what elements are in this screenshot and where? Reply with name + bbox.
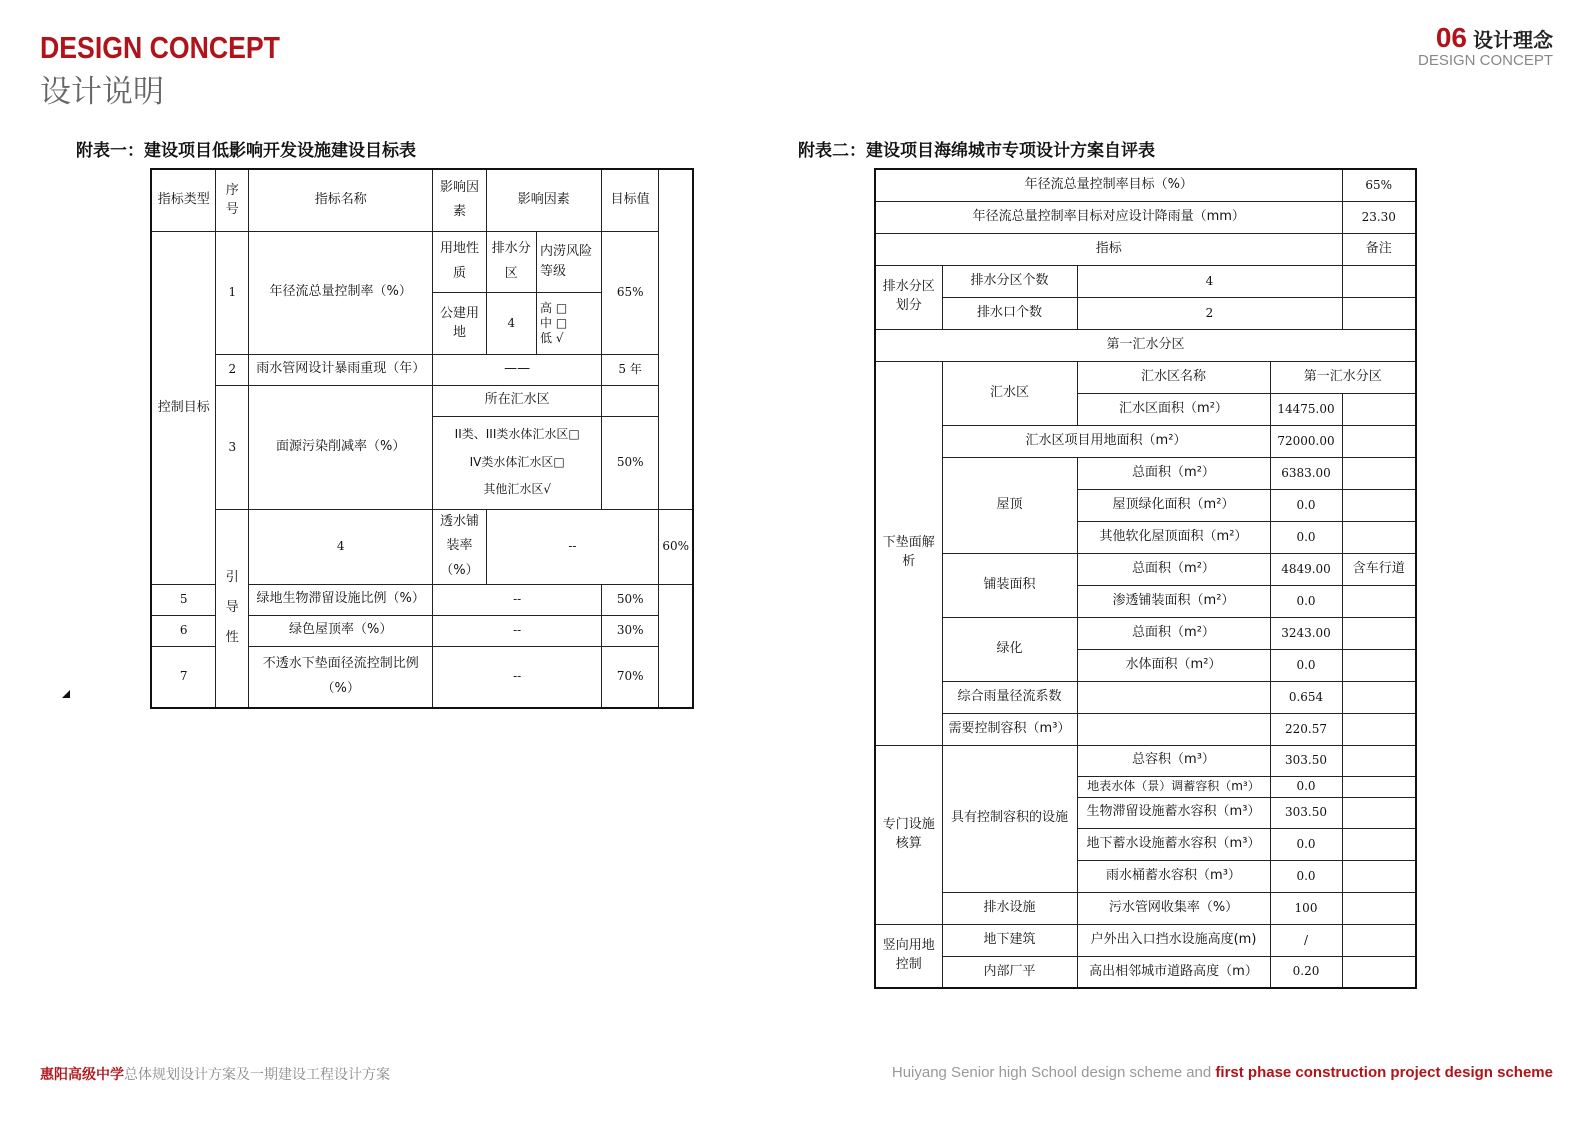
group-guide: 引导性 [216, 509, 249, 708]
t2-green2: 水体面积（m²） [1077, 649, 1270, 681]
t2-f2: 地表水体（景）调蓄容积（m³） [1077, 776, 1270, 797]
t2-v1-val: / [1270, 924, 1342, 956]
t2-v2-note [1342, 956, 1416, 988]
t2-roof1-val: 6383.00 [1270, 457, 1342, 489]
t2-pave1-val: 4849.00 [1270, 553, 1342, 585]
row2-no: 2 [216, 354, 249, 385]
table1-caption: 附表一：建设项目低影响开发设施建设目标表 [76, 141, 416, 161]
t2-coef: 综合雨量径流系数 [942, 681, 1077, 713]
t2-f2-note [1342, 776, 1416, 797]
row6-target: 30% [601, 615, 658, 646]
t2-coef-blank [1077, 681, 1270, 713]
t2-f3-val: 303.50 [1270, 797, 1342, 828]
t2-f2-val: 0.0 [1270, 776, 1342, 797]
t2-f1-val: 303.50 [1270, 745, 1342, 776]
t2-f5-note [1342, 860, 1416, 892]
t2-catch-name: 汇水区名称 [1077, 361, 1270, 393]
t2-green2-val: 0.0 [1270, 649, 1342, 681]
section-title-en: DESIGN CONCEPT [1417, 52, 1553, 69]
t2-f1-note [1342, 745, 1416, 776]
t2-f3-note [1342, 797, 1416, 828]
row1-sub-h1: 用地性质 [433, 231, 486, 292]
row3-target-blank [601, 385, 658, 416]
header-factor1: 影响因素 [433, 169, 486, 231]
row5-no: 5 [151, 584, 216, 615]
row3-opt2: IV类水体汇水区□ [469, 454, 565, 469]
row1-sub-h2: 排水分区 [486, 231, 537, 292]
section-title-cn: 设计理念 [1473, 28, 1553, 52]
t2-header-note: 备注 [1342, 233, 1416, 265]
t2-catch-name-val: 第一汇水分区 [1270, 361, 1416, 393]
row7-name: 不透水下垫面径流控制比例（%） [249, 646, 433, 708]
header-target: 目标值 [601, 169, 658, 231]
row7-no: 7 [151, 646, 216, 708]
t2-need-blank [1077, 713, 1270, 745]
page-title-en: DESIGN CONCEPT [40, 30, 280, 65]
row5-name: 绿地生物滞留设施比例（%） [249, 584, 433, 615]
t2-pave2-note [1342, 585, 1416, 617]
t2-f5: 雨水桶蓄水容积（m³） [1077, 860, 1270, 892]
t2-roof1: 总面积（m²） [1077, 457, 1270, 489]
t2-zone: 第一汇水分区 [875, 329, 1416, 361]
t2-d2-val: 2 [1077, 297, 1342, 329]
t2-group-fac: 专门设施核算 [875, 745, 942, 924]
t2-a2-val: 23.30 [1342, 201, 1416, 233]
t2-catch: 汇水区 [942, 361, 1077, 425]
t2-fac: 具有控制容积的设施 [942, 745, 1077, 892]
row4-val: -- [486, 509, 659, 584]
t2-need: 需要控制容积（m³） [942, 713, 1077, 745]
row7-target: 70% [601, 646, 658, 708]
row3-target: 50% [601, 416, 658, 509]
t2-d1-note [1342, 265, 1416, 297]
t2-sew-val: 100 [1270, 892, 1342, 924]
row6-val: -- [433, 615, 602, 646]
row1-name: 年径流总量控制率（%） [249, 231, 433, 354]
row2-target: 5 年 [601, 354, 658, 385]
t2-v1a: 户外出入口挡水设施高度(m) [1077, 924, 1270, 956]
t2-roof: 屋顶 [942, 457, 1077, 553]
row1-sub-v3: 高 □ 中 □ 低 √ [537, 292, 602, 354]
t2-pave1-note: 含车行道 [1342, 553, 1416, 585]
t2-pave2: 渗透铺装面积（m²） [1077, 585, 1270, 617]
t2-group-under: 下垫面解析 [875, 361, 942, 745]
section-number: 06 [1435, 22, 1467, 53]
row1-sub-v2: 4 [486, 292, 537, 354]
header-factor2: 影响因素 [486, 169, 601, 231]
t2-coef-val: 0.654 [1270, 681, 1342, 713]
t2-land-note [1342, 425, 1416, 457]
row3-sub-h: 所在汇水区 [433, 385, 602, 416]
t2-catch-area-note [1342, 393, 1416, 425]
t2-roof2: 屋顶绿化面积（m²） [1077, 489, 1270, 521]
row3-options [433, 416, 602, 509]
t2-d2-note [1342, 297, 1416, 329]
row3-opt1: II类、III类水体汇水区□ [454, 427, 580, 442]
t2-v2a: 高出相邻城市道路高度（m） [1077, 956, 1270, 988]
header-type: 指标类型 [151, 169, 216, 231]
t2-v2: 内部厂平 [942, 956, 1077, 988]
t2-sew-note [1342, 892, 1416, 924]
table2-caption: 附表二：建设项目海绵城市专项设计方案自评表 [798, 141, 1155, 161]
t2-roof3: 其他软化屋顶面积（m²） [1077, 521, 1270, 553]
t2-f3: 生物滞留设施蓄水容积（m³） [1077, 797, 1270, 828]
t2-pave1: 总面积（m²） [1077, 553, 1270, 585]
t2-roof1-note [1342, 457, 1416, 489]
t2-d1: 排水分区个数 [942, 265, 1077, 297]
t2-roof2-val: 0.0 [1270, 489, 1342, 521]
header-no: 序号 [216, 169, 249, 231]
row2-name: 雨水管网设计暴雨重现（年） [249, 354, 433, 385]
t2-f4-note [1342, 828, 1416, 860]
t2-land-val: 72000.00 [1270, 425, 1342, 457]
row4-no: 4 [249, 509, 433, 584]
footer-en-bold: first phase construction project design scheme [1215, 1064, 1553, 1081]
footer-project: 总体规划设计方案及一期建设工程设计方案 [124, 1067, 390, 1083]
row4-target: 60% [659, 509, 693, 584]
t2-f5-val: 0.0 [1270, 860, 1342, 892]
t2-coef-note [1342, 681, 1416, 713]
footer-school: 惠阳高级中学 [40, 1067, 124, 1083]
t2-catch-area-val: 14475.00 [1270, 393, 1342, 425]
t2-group-drain: 排水分区划分 [875, 265, 942, 329]
page-title-cn: 设计说明 [40, 74, 164, 110]
t2-pave2-val: 0.0 [1270, 585, 1342, 617]
t2-d2: 排水口个数 [942, 297, 1077, 329]
t2-roof3-note [1342, 521, 1416, 553]
t2-green: 绿化 [942, 617, 1077, 681]
t2-land: 汇水区项目用地面积（m²） [942, 425, 1270, 457]
t2-d1-val: 4 [1077, 265, 1342, 297]
t2-green2-note [1342, 649, 1416, 681]
t2-drainfac: 排水设施 [942, 892, 1077, 924]
row6-no: 6 [151, 615, 216, 646]
t2-need-val: 220.57 [1270, 713, 1342, 745]
row3-name: 面源污染削减率（%） [249, 385, 433, 509]
t2-v2-val: 0.20 [1270, 956, 1342, 988]
header-name: 指标名称 [249, 169, 433, 231]
group-control: 控制目标 [151, 231, 216, 584]
row7-val: -- [433, 646, 602, 708]
row6-name: 绿色屋顶率（%） [249, 615, 433, 646]
row3-opt3: 其他汇水区√ [483, 482, 551, 497]
row5-val: -- [433, 584, 602, 615]
row4-name: 透水铺装率（%） [433, 509, 486, 584]
t2-f1: 总容积（m³） [1077, 745, 1270, 776]
row1-sub-v1: 公建用地 [433, 292, 486, 354]
t2-group-vert: 竖向用地控制 [875, 924, 942, 988]
t2-v1: 地下建筑 [942, 924, 1077, 956]
t2-sew: 污水管网收集率（%） [1077, 892, 1270, 924]
table1 [150, 168, 694, 709]
row3-no: 3 [216, 385, 249, 509]
row1-no: 1 [216, 231, 249, 354]
t2-f4: 地下蓄水设施蓄水容积（m³） [1077, 828, 1270, 860]
table2 [874, 168, 1417, 989]
row1-sub-h3: 内涝风险等级 [537, 231, 602, 292]
t2-green1-val: 3243.00 [1270, 617, 1342, 649]
row2-val: —— [433, 354, 602, 385]
t2-a2: 年径流总量控制率目标对应设计降雨量（mm） [875, 201, 1342, 233]
t2-a1: 年径流总量控制率目标（%） [875, 169, 1342, 201]
t2-green1: 总面积（m²） [1077, 617, 1270, 649]
t2-green1-note [1342, 617, 1416, 649]
t2-catch-area: 汇水区面积（m²） [1077, 393, 1270, 425]
footer-en-gray: Huiyang Senior high School design scheme and [891, 1064, 1216, 1081]
t2-roof2-note [1342, 489, 1416, 521]
footer-left [40, 1064, 390, 1084]
section-label [1418, 22, 1553, 69]
footer-right [892, 1064, 1553, 1081]
t2-header-index: 指标 [875, 233, 1342, 265]
t2-pave: 铺装面积 [942, 553, 1077, 617]
t2-a1-val: 65% [1342, 169, 1416, 201]
row5-target: 50% [601, 584, 658, 615]
t2-roof3-val: 0.0 [1270, 521, 1342, 553]
t2-v1-note [1342, 924, 1416, 956]
triangle-marker-icon [62, 690, 70, 698]
t2-need-note [1342, 713, 1416, 745]
t2-f4-val: 0.0 [1270, 828, 1342, 860]
row1-target: 65% [601, 231, 658, 354]
